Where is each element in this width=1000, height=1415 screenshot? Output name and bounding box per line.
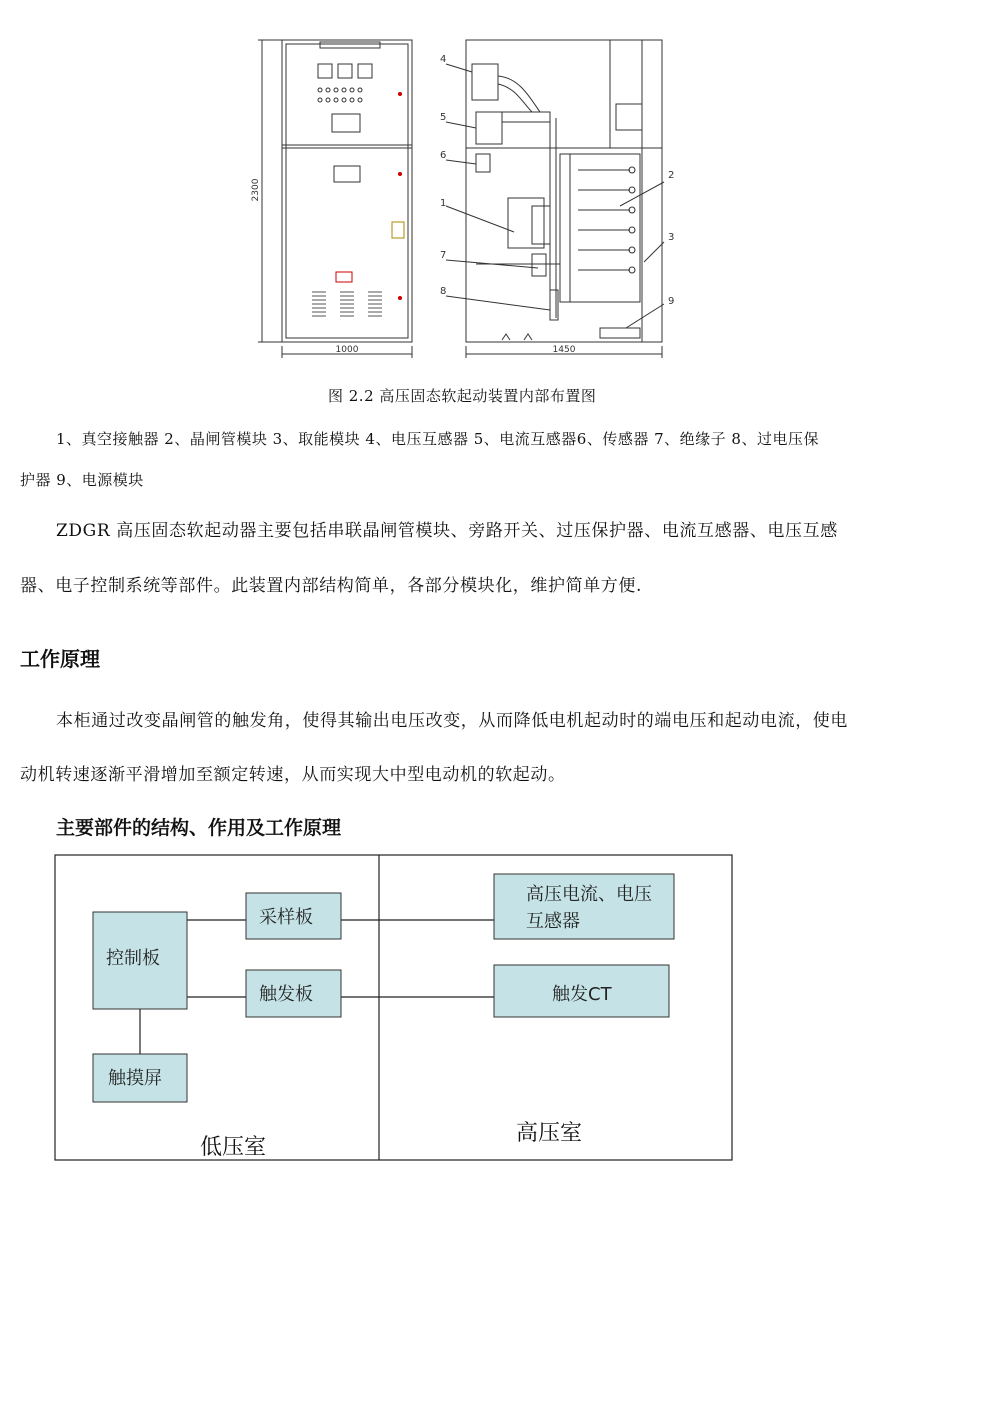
legend-line-2: 护器 9、电源模块 [20,471,144,489]
section-line-1: 本柜通过改变晶闸管的触发角，使得其输出电压改变，从而降低电机起动时的端电压和起动电流，使电 [56,711,848,731]
intro-line-1: ZDGR 高压固态软起动器主要包括串联晶闸管模块、旁路开关、过压保护器、电流互感器、电压互感 [56,521,838,541]
callout-number: 1 [440,198,447,209]
cabinet-layout-drawing [240,28,700,368]
callout-number: 8 [440,286,447,297]
callout-number: 3 [668,232,675,243]
sampling-board-label: 采样板 [259,907,313,928]
hv-sensor-label-2: 互感器 [526,911,580,932]
hv-sensor-label-1: 高压电流、电压 [526,884,652,905]
dimension-width-side: 1450 [552,345,576,355]
block-diagram [54,854,734,1162]
figure-caption: 图 2.2 高压固态软起动装置内部布置图 [328,387,597,405]
high-voltage-room-label: 高压室 [516,1121,583,1146]
section-line-2: 动机转速逐渐平滑增加至额定转速，从而实现大中型电动机的软起动。 [20,765,566,785]
callout-number: 4 [440,54,447,65]
intro-line-2: 器、电子控制系统等部件。此装置内部结构简单，各部分模块化，维护简单方便. [20,576,643,596]
callout-number: 5 [440,112,447,123]
legend-line-1: 1、真空接触器 2、晶闸管模块 3、取能模块 4、电压互感器 5、电流互感器6、传感器 7、绝缘子 8、过电压保 [56,430,819,448]
callout-number: 9 [668,296,675,307]
callout-number: 7 [440,250,447,261]
low-voltage-room-label: 低压室 [200,1135,267,1160]
subsection-title: 主要部件的结构、作用及工作原理 [56,817,342,839]
callout-number: 2 [668,170,675,181]
trigger-board-label: 触发板 [259,984,313,1005]
touch-screen-label: 触摸屏 [108,1068,162,1089]
control-board-label: 控制板 [106,948,160,969]
callout-number: 6 [440,150,447,161]
trigger-ct-label: 触发CT [552,984,612,1005]
dimension-width-front: 1000 [335,345,359,355]
section-title: 工作原理 [20,647,100,671]
dimension-height: 2300 [251,178,261,202]
